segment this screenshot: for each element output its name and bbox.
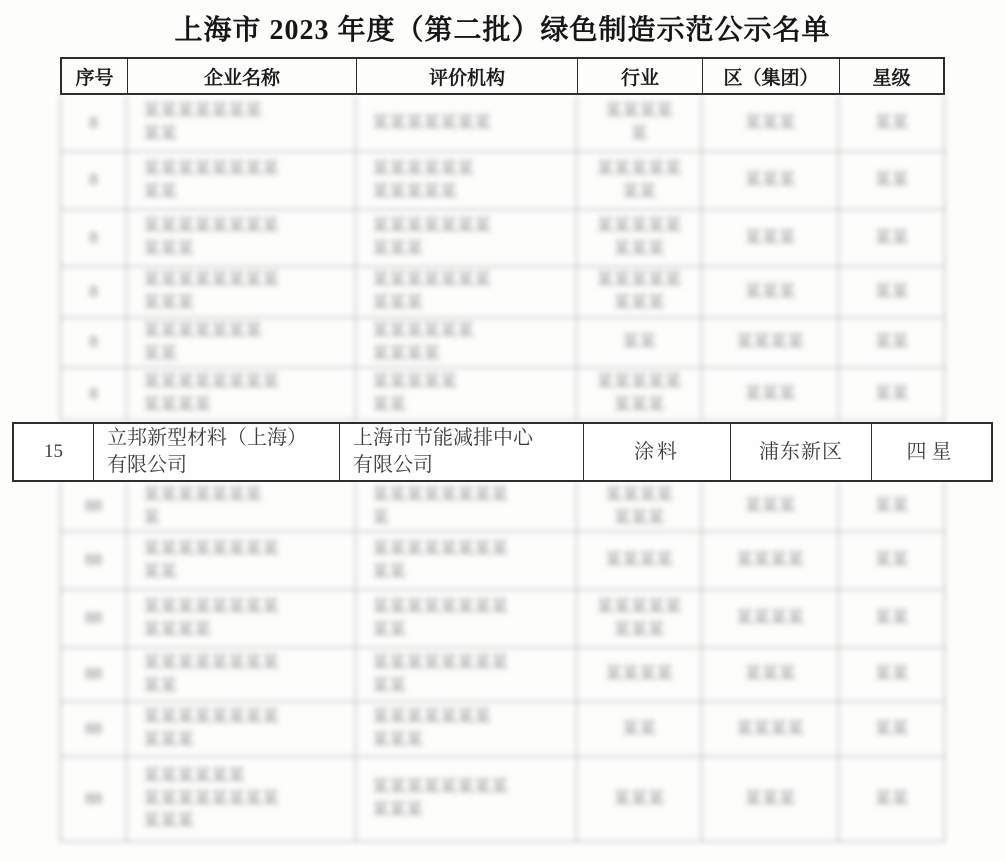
table-row-blurred bbox=[60, 152, 945, 210]
table-cell-blurred: 某某某某某某某 bbox=[356, 95, 577, 151]
table-cell-blurred: 某某某某某某某 某某某 bbox=[356, 210, 577, 266]
cell-evaluation-agency bbox=[340, 424, 584, 480]
table-cell-blurred: 某某 bbox=[874, 664, 909, 684]
table-row-blurred bbox=[60, 210, 945, 267]
table-cell-blurred: 8 bbox=[61, 210, 127, 266]
table-cell-blurred: 某某某某某某某某 某某某某 bbox=[127, 368, 356, 420]
table-row-blurred bbox=[60, 590, 945, 648]
table-cell-blurred: 某某 bbox=[874, 608, 909, 628]
table-cell-blurred: 某某某某 某 bbox=[577, 95, 702, 151]
cell-district bbox=[731, 424, 872, 480]
company-name-line1: 立邦新型材料（上海） bbox=[107, 427, 307, 449]
table-row-blurred bbox=[60, 95, 945, 152]
agency-line2: 有限公司 bbox=[353, 454, 433, 476]
table-cell-blurred: 某某某某某 某某某 bbox=[577, 368, 702, 420]
blurred-rows-above bbox=[60, 95, 945, 421]
table-cell-blurred: 8 bbox=[61, 152, 127, 209]
table-cell-blurred: 某某某某某某某某 某某 bbox=[127, 648, 356, 701]
table-cell-blurred: 某某某某 bbox=[702, 318, 839, 367]
table-cell-blurred: 某某某某 bbox=[702, 532, 839, 589]
table-cell-blurred: 某某某某某 某某 bbox=[356, 368, 577, 420]
industry-value: 涂料 bbox=[634, 440, 680, 463]
table-row-blurred bbox=[60, 532, 945, 590]
table-cell-blurred: 某某某某某 某某某 bbox=[577, 210, 702, 266]
table-cell-blurred: 某某某某某某某某 某某某 bbox=[127, 702, 356, 756]
table-cell-blurred: 8 bbox=[61, 267, 127, 317]
cell-serial-no bbox=[14, 424, 94, 480]
table-cell-blurred: 某某某某某某某某 某某 bbox=[356, 532, 577, 589]
table-cell-blurred: 某某 bbox=[874, 227, 909, 247]
table-cell-blurred: 某某某 bbox=[702, 210, 839, 266]
blurred-rows-below bbox=[60, 482, 945, 842]
table-cell-blurred: 8 bbox=[61, 368, 127, 420]
table-cell-blurred: 某某 bbox=[577, 318, 702, 367]
table-cell-blurred: 某某某某 bbox=[702, 590, 839, 647]
table-cell-blurred: 88 bbox=[61, 532, 127, 589]
star-rating-value: 四星 bbox=[906, 440, 957, 463]
table-cell-blurred: 某某 bbox=[874, 112, 909, 132]
agency-line1: 上海市节能减排中心 bbox=[353, 427, 533, 449]
district-value: 浦东新区 bbox=[759, 440, 843, 463]
table-cell-blurred: 某某 bbox=[874, 281, 909, 301]
header-agency: 评价机构 bbox=[357, 59, 578, 93]
table-row-blurred bbox=[60, 702, 945, 757]
table-header-row bbox=[60, 57, 945, 95]
header-industry: 行业 bbox=[578, 59, 703, 93]
table-cell-blurred: 某某某某某某某某 某 bbox=[356, 482, 577, 531]
table-cell-blurred: 某某某某 bbox=[702, 702, 839, 756]
table-cell-blurred: 某某某某某某某 某某某 bbox=[356, 702, 577, 756]
table-cell-blurred: 某某某某某某某 某某 bbox=[127, 318, 356, 367]
table-cell-blurred: 88 bbox=[61, 757, 127, 841]
table-row-blurred bbox=[60, 757, 945, 842]
table-cell-blurred: 8 bbox=[61, 318, 127, 367]
header-star: 星级 bbox=[872, 67, 911, 89]
table-cell-blurred: 88 bbox=[61, 590, 127, 647]
table-cell-blurred: 某某某某某某某某 某某某 bbox=[127, 267, 356, 317]
table-cell-blurred: 某某某某某某某某 某某 bbox=[356, 648, 577, 701]
serial-no: 15 bbox=[44, 441, 63, 463]
table-cell-blurred: 88 bbox=[61, 482, 127, 531]
table-cell-blurred: 某某某某 bbox=[577, 648, 702, 701]
table-cell-blurred: 某某某 bbox=[702, 95, 839, 151]
table-cell-blurred: 某某 bbox=[874, 788, 909, 808]
header-company: 企业名称 bbox=[128, 59, 357, 93]
table-cell-blurred: 某某某 bbox=[702, 482, 839, 531]
table-cell-blurred: 某某某某某某某某 某某 bbox=[127, 532, 356, 589]
table-cell-blurred: 某某某某某 某某某 bbox=[577, 590, 702, 647]
table-row-blurred bbox=[60, 368, 945, 421]
table-cell-blurred: 88 bbox=[61, 648, 127, 701]
highlighted-row-15 bbox=[12, 422, 993, 482]
document-title: 上海市 2023 年度（第二批）绿色制造示范公示名单 bbox=[174, 15, 831, 46]
table-cell-blurred: 某某 bbox=[874, 496, 909, 516]
table-cell-blurred: 某某 bbox=[874, 332, 909, 352]
header-district: 区（集团） bbox=[703, 59, 840, 93]
table-cell-blurred: 某某某某某某 某某某某某 bbox=[356, 152, 577, 209]
table-cell-blurred: 某某某某某某某 某某某 bbox=[356, 267, 577, 317]
table-cell-blurred: 某某某某某 某某 bbox=[577, 152, 702, 209]
table-cell-blurred: 某某某某 某某某 bbox=[577, 482, 702, 531]
table-cell-blurred: 某某某 bbox=[702, 152, 839, 209]
cell-star-rating bbox=[872, 424, 991, 480]
cell-company-name bbox=[94, 424, 340, 480]
table-row-blurred bbox=[60, 648, 945, 702]
table-cell-blurred: 88 bbox=[61, 702, 127, 756]
table-cell-blurred: 某某某某某某某 某 bbox=[127, 482, 356, 531]
table-cell-blurred: 某某某某某某某某 某某 bbox=[356, 590, 577, 647]
table-cell-blurred: 某某某某某某 某某某某 bbox=[356, 318, 577, 367]
table-cell-blurred: 某某某 bbox=[702, 368, 839, 420]
company-name-line2: 有限公司 bbox=[107, 454, 187, 476]
table-cell-blurred: 8 bbox=[61, 95, 127, 151]
table-cell-blurred: 某某 bbox=[577, 702, 702, 756]
table-cell-blurred: 某某某某某 某某某 bbox=[577, 267, 702, 317]
table-cell-blurred: 某某某某某某 某某某某某某某某 某某某 bbox=[127, 757, 356, 841]
table-cell-blurred: 某某某某某某某某 某某某 bbox=[127, 210, 356, 266]
table-cell-blurred: 某某某 bbox=[702, 648, 839, 701]
table-cell-blurred: 某某某某某某某某 某某 bbox=[127, 152, 356, 209]
table-cell-blurred: 某某某某 bbox=[577, 532, 702, 589]
table-cell-blurred: 某某 bbox=[874, 550, 909, 570]
table-cell-blurred: 某某 bbox=[874, 383, 909, 403]
table-cell-blurred: 某某 bbox=[874, 718, 909, 738]
table-cell-blurred: 某某某 bbox=[702, 267, 839, 317]
header-no: 序号 bbox=[62, 59, 128, 93]
table-cell-blurred: 某某某 bbox=[702, 757, 839, 841]
table-cell-blurred: 某某 bbox=[874, 170, 909, 190]
table-cell-blurred: 某某某某某某某某 某某某 bbox=[356, 757, 577, 841]
table-cell-blurred: 某某某某某某某某 某某某某 bbox=[127, 590, 356, 647]
table-cell-blurred: 某某某某某某某 某某 bbox=[127, 95, 356, 151]
table-row-blurred bbox=[60, 318, 945, 368]
cell-industry bbox=[584, 424, 731, 480]
table-cell-blurred: 某某某 bbox=[577, 757, 702, 841]
table-row-blurred bbox=[60, 482, 945, 532]
table-row-blurred bbox=[60, 267, 945, 318]
